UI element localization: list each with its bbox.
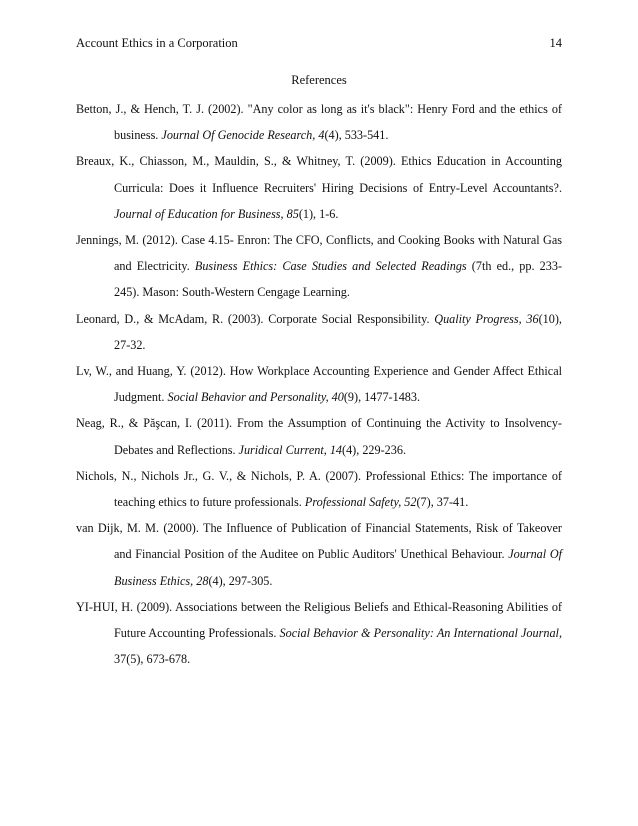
reference-text: Neag, R., & Păşcan, I. (2011). From the Assumption of Continuing the Activity to Insolvency-Debates and Reflections. <box>76 416 562 457</box>
reference-entry <box>76 306 562 358</box>
reference-entry <box>76 515 562 594</box>
reference-journal: Journal Of Business Ethics, 28 <box>114 547 563 588</box>
reference-entry <box>76 463 562 515</box>
reference-entry <box>76 410 562 462</box>
reference-text: van Dijk, M. M. (2000). The Influence of Publication of Financial Statements, Risk of Takeover and Financial Position of the Auditee on Public Auditors' Unethical Behaviour. <box>76 521 562 562</box>
page-number: 14 <box>549 36 562 50</box>
reference-text: Jennings, M. (2012). Case 4.15- Enron: The CFO, Conflicts, and Cooking Books with Natural Gas and Electricity. <box>76 233 562 274</box>
reference-entry <box>76 358 562 410</box>
reference-details: (4), 297-305. <box>208 573 273 588</box>
reference-journal: Juridical Current, 14 <box>238 442 343 457</box>
reference-details: (1), 1-6. <box>298 206 339 221</box>
reference-journal: Journal Of Genocide Research, 4 <box>161 128 325 143</box>
reference-details: (4), 533-541. <box>324 128 389 143</box>
reference-text: Breaux, K., Chiasson, M., Mauldin, S., & Whitney, T. (2009). Ethics Education in Accounting Curricula: Does it Influence Recruiters' Hiring Decisions of Entry-Level Accountants?. <box>76 154 562 195</box>
reference-details: (7), 37-41. <box>416 495 469 510</box>
reference-text: YI-HUI, H. (2009). Associations between the Religious Beliefs and Ethical-Reasoning Abilities of Future Accounting Professionals. <box>76 599 562 641</box>
reference-entry <box>76 148 562 227</box>
reference-details: (7th ed., pp. 233-245). Mason: South-Western Cengage Learning. <box>114 259 563 300</box>
reference-text: Betton, J., & Hench, T. J. (2002). "Any color as long as it's black": Henry Ford and the ethics of business. <box>76 102 562 143</box>
reference-entry <box>76 227 562 306</box>
reference-entry <box>76 96 562 148</box>
reference-text: Lv, W., and Huang, Y. (2012). How Workplace Accounting Experience and Gender Affect Ethical Judgment. <box>76 364 562 405</box>
reference-details: (4), 229-236. <box>342 442 407 457</box>
reference-journal: Professional Safety, 52 <box>304 495 417 510</box>
reference-details: (9), 1477-1483. <box>343 390 421 405</box>
reference-entry <box>76 594 562 673</box>
reference-list <box>76 96 562 672</box>
reference-text: Leonard, D., & McAdam, R. (2003). Corporate Social Responsibility. <box>76 311 435 326</box>
reference-details: , 37(5), 673-678. <box>114 626 562 667</box>
reference-journal: Social Behavior and Personality, 40 <box>167 390 344 405</box>
references-heading: References <box>291 73 347 87</box>
reference-journal: Quality Progress, 36 <box>434 311 539 326</box>
reference-text: Nichols, N., Nichols Jr., G. V., & Nichols, P. A. (2007). Professional Ethics: The importance of teaching ethics to future professionals. <box>76 468 562 510</box>
running-head: Account Ethics in a Corporation <box>76 36 238 50</box>
reference-journal: Social Behavior & Personality: An International Journal <box>279 626 559 641</box>
reference-journal: Journal of Education for Business, 85 <box>114 206 299 221</box>
reference-details: (10), 27-32. <box>114 311 562 352</box>
reference-journal: Business Ethics: Case Studies and Selected Readings <box>194 259 467 274</box>
